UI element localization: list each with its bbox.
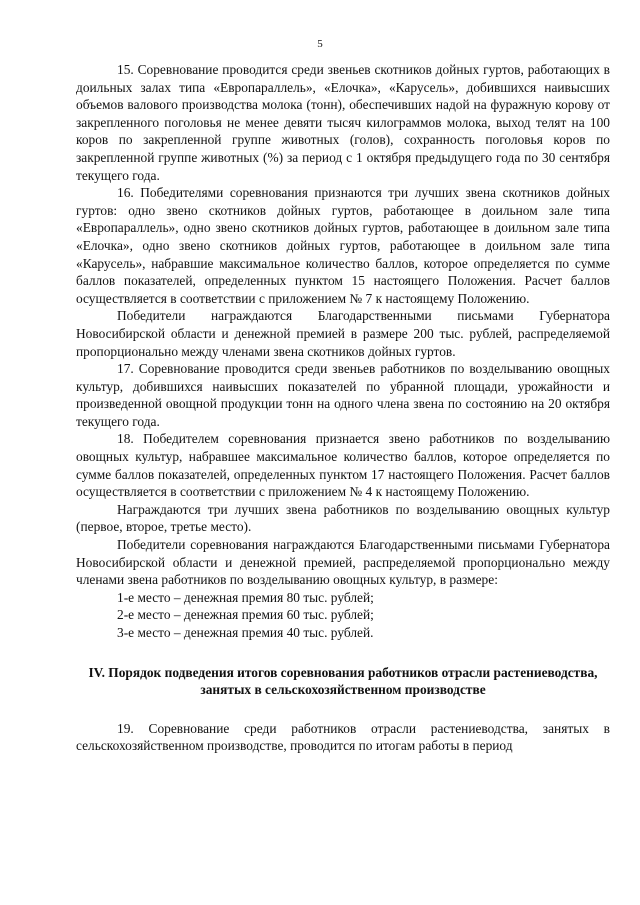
- prize-list: [76, 589, 610, 642]
- page-number: 5: [317, 38, 323, 50]
- paragraph-17: 17. Соревнование проводится среди звеньев работников по возделыванию овощных культур, добившихся наивысших показателей по убранной площади, урожайности и произведенной овощной продукции тонн на одного члена звена по состоянию на 20 октября текущего года.: [76, 361, 610, 429]
- paragraph-18: 18. Победителем соревнования признается звено работников по возделыванию овощных культур, набравшее максимальное количество баллов, которое определяется по сумме баллов показателей, определенных пунктом 17 настоящего Положения. Расчет баллов осуществляется в соответствии с приложением № 4 к настоящему Положению.: [76, 431, 610, 500]
- paragraph-16: 16. Победителями соревнования признаются три лучших звена скотников дойных гуртов: одно звено скотников дойных гуртов, работающее в доильном зале типа «Европараллель», одно звено скотников дойных гуртов, работающее в доильном зале типа «Елочка», одно звено скотников дойных гуртов, работающее в доильном зале типа «Карусель», набравшие максимальное количество баллов, которое определяется по сумме баллов показателей, определенных пунктом 15 настоящего Положения. Расчет баллов осуществляется в соответствии с приложением № 7 к настоящему Положению.: [76, 185, 610, 306]
- prize-list-item: 1-е место – денежная премия 80 тыс. рублей;: [117, 589, 374, 605]
- document-body: [76, 61, 610, 755]
- prize-list-item: 3-е место – денежная премия 40 тыс. рублей.: [117, 625, 374, 640]
- prize-list-item: 2-е место – денежная премия 60 тыс. рублей;: [117, 607, 374, 623]
- paragraph-16-awards: Победители награждаются Благодарственными письмами Губернатора Новосибирской области и денежной премией в размере 200 тыс. рублей, распределяемой пропорционально между членами звена скотников дойных гуртов.: [76, 308, 610, 359]
- paragraph-18-awarded-teams: Награждаются три лучших звена работников по возделыванию овощных культур (первое, второе, третье место).: [76, 501, 610, 535]
- paragraph-19: 19. Соревнование среди работников отрасли растениеводства, занятых в сельскохозяйственном производстве, проводится по итогам работы в период: [76, 720, 610, 754]
- paragraph-15: 15. Соревнование проводится среди звеньев скотников дойных гуртов, работающих в доильных залах типа «Европараллель», «Елочка», «Карусель», добившихся наивысших объемов валового производства молока (тонн), обеспечивших надой на фуражную корову от закрепленного поголовья не менее девяти тысяч килограммов молока, выход телят на 100 коров по закрепленной группе животных (голов), сохранность поголовья коров по закрепленной группе животных (%) за период с 1 октября предыдущего года по 30 сентября текущего года.: [76, 62, 610, 183]
- section-heading: IV. Порядок подведения итогов соревнования работников отрасли растениеводства, занятых в сельскохозяйственном производстве: [88, 664, 598, 698]
- paragraph-18-awards: Победители соревнования награждаются Благодарственными письмами Губернатора Новосибирской области и денежной премией, распределяемой пропорционально между членами звена работников по возделыванию овощных культур, в размере:: [76, 537, 610, 588]
